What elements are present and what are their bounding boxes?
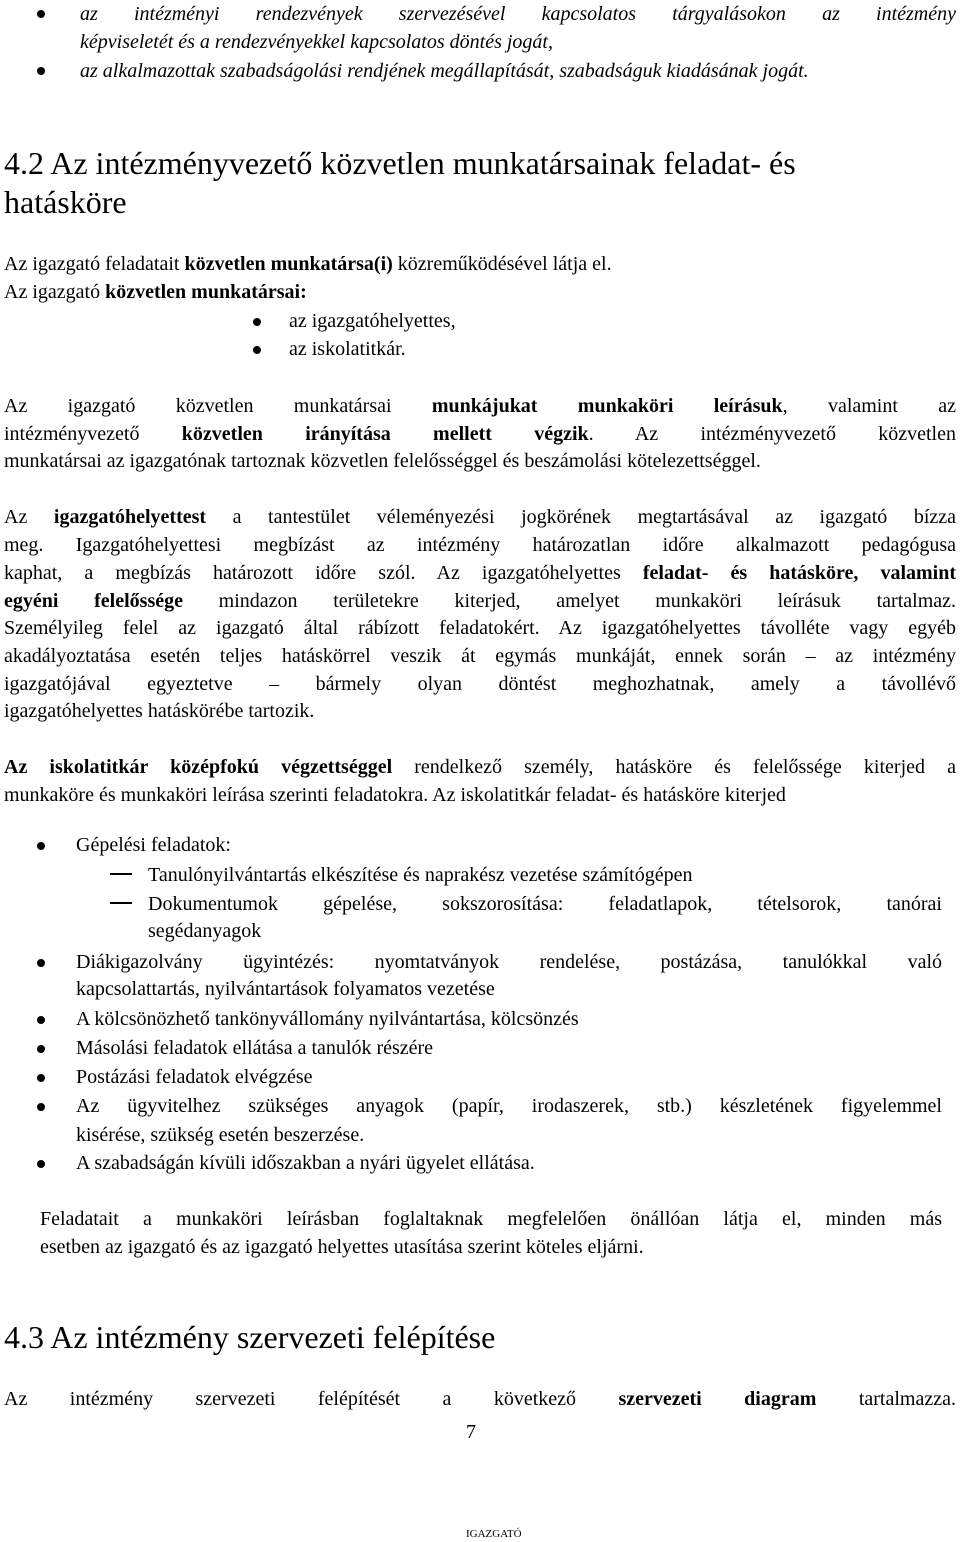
dash-icon [110, 873, 132, 875]
top-bullet-2: az alkalmazottak szabadságolási rendjének megállapítását, szabadságuk kiadásának jogát. [80, 60, 809, 82]
duty-2-line-2: kapcsolattartás, nyilvántartások folyamatos vezetése [76, 978, 495, 1000]
section-4-3-paragraph: Az intézmény szervezeti felépítését a következő szervezeti diagram tartalmazza. [4, 1388, 956, 1410]
top-bullet-1-line-1: az intézményi rendezvények szervezésével kapcsolatos tárgyalásokon az intézmény [80, 3, 956, 25]
bullet-icon [37, 1074, 45, 1082]
paragraph-4-line-8: igazgatóhelyettes hatáskörébe tartozik. [4, 700, 315, 722]
bullet-icon [37, 842, 45, 850]
duty-sub-2-line-2: segédanyagok [148, 920, 262, 942]
paragraph-2: Az igazgató közvetlen munkatársai: [4, 281, 307, 303]
paragraph-1: Az igazgató feladatait közvetlen munkatársa(i) közreműködésével látja el. [4, 253, 612, 275]
staff-item-secretary: az iskolatitkár. [289, 338, 406, 360]
paragraph-3-line-2: intézményvezető közvetlen irányítása mellett végzik. Az intézményvezető közvetlen [4, 423, 956, 445]
paragraph-4-line-3: kaphat, a megbízás határozott időre szól. Az igazgatóhelyettes feladat- és hatásköre, valamint [4, 562, 957, 584]
duty-typing: Gépelési feladatok: [76, 834, 231, 856]
dash-icon [110, 902, 132, 904]
bullet-icon [37, 1103, 45, 1111]
duty-2-line-1: Diákigazolvány ügyintézés: nyomtatványok rendelése, postázása, tanulókkal való [76, 951, 942, 973]
bullet-icon [37, 1045, 45, 1053]
duty-6-line-2: kisérése, szükség esetén beszerzése. [76, 1124, 365, 1146]
paragraph-4-line-6: akadályoztatása esetén teljes hatáskörrel veszik át egymás munkáját, ennek során – az intézmény [4, 645, 956, 667]
paragraph-4-line-4: egyéni felelőssége mindazon területekre kiterjed, amelyet munkaköri leírásuk tartalmaz. [4, 590, 956, 612]
bullet-icon [253, 346, 261, 354]
paragraph-4-line-5: Személyileg felel az igazgató által rábízott feladatokért. Az igazgatóhelyettes távolléte vagy egyéb [4, 617, 956, 639]
closing-line-2: esetben az igazgató és az igazgató helyettes utasítása szerint köteles eljárni. [40, 1236, 644, 1258]
paragraph-4-line-1: Az igazgatóhelyettest a tantestület véleményezési jogkörének megtartásával az igazgató bízza [4, 506, 957, 528]
bullet-icon [253, 318, 261, 326]
duty-7: A szabadságán kívüli időszakban a nyári ügyelet ellátása. [76, 1152, 535, 1174]
bullet-icon [37, 1016, 45, 1024]
paragraph-4-line-2: meg. Igazgatóhelyettesi megbízást az intézmény határozatlan időre alkalmazott pedagógusa [4, 534, 956, 556]
paragraph-5-line-1: Az iskolatitkár középfokú végzettséggel rendelkező személy, hatásköre és felelőssége kiterjed a [4, 756, 956, 778]
page-number: 7 [466, 1421, 476, 1443]
paragraph-3-line-1: Az igazgató közvetlen munkatársai munkájukat munkaköri leírásuk, valamint az [4, 395, 956, 417]
paragraph-3-line-3: munkatársai az igazgatónak tartoznak közvetlen felelősséggel és beszámolási kötelezettséggel. [4, 450, 761, 472]
section-4-2-heading-line-2: hatásköre [4, 184, 127, 220]
top-bullet-1-line-2: képviseletét és a rendezvényekkel kapcsolatos döntés jogát, [80, 31, 553, 53]
bullet-icon [37, 1160, 45, 1168]
paragraph-5-line-2: munkaköre és munkaköri leírása szerinti feladatokra. Az iskolatitkár feladat- és hatásköre kiterjed [4, 784, 786, 806]
duty-5: Postázási feladatok elvégzése [76, 1066, 313, 1088]
bullet-icon [37, 959, 45, 967]
bullet-icon [37, 10, 45, 18]
duty-sub-2-line-1: Dokumentumok gépelése, sokszorosítása: feladatlapok, tételsorok, tanórai [148, 893, 942, 915]
paragraph-4-line-7: igazgatójával egyeztetve – bármely olyan döntést meghozhatnak, amely a távollévő [4, 673, 956, 695]
duty-3: A kölcsönözhető tankönyvállomány nyilvántartása, kölcsönzés [76, 1008, 579, 1030]
duty-6-line-1: Az ügyvitelhez szükséges anyagok (papír, irodaszerek, stb.) készletének figyelemmel [76, 1095, 942, 1117]
duty-4: Másolási feladatok ellátása a tanulók részére [76, 1037, 434, 1059]
footer-label: IGAZGATÓ [466, 1528, 522, 1540]
duty-sub-1: Tanulónyilvántartás elkészítése és naprakész vezetése számítógépen [148, 864, 693, 886]
bullet-icon [37, 67, 45, 75]
section-4-3-heading: 4.3 Az intézmény szervezeti felépítése [4, 1319, 496, 1355]
section-4-2-heading-line-1: 4.2 Az intézményvezető közvetlen munkatársainak feladat- és [4, 145, 796, 181]
staff-item-deputy: az igazgatóhelyettes, [289, 310, 456, 332]
closing-line-1: Feladatait a munkaköri leírásban foglaltaknak megfelelően önállóan látja el, minden más [40, 1208, 942, 1230]
